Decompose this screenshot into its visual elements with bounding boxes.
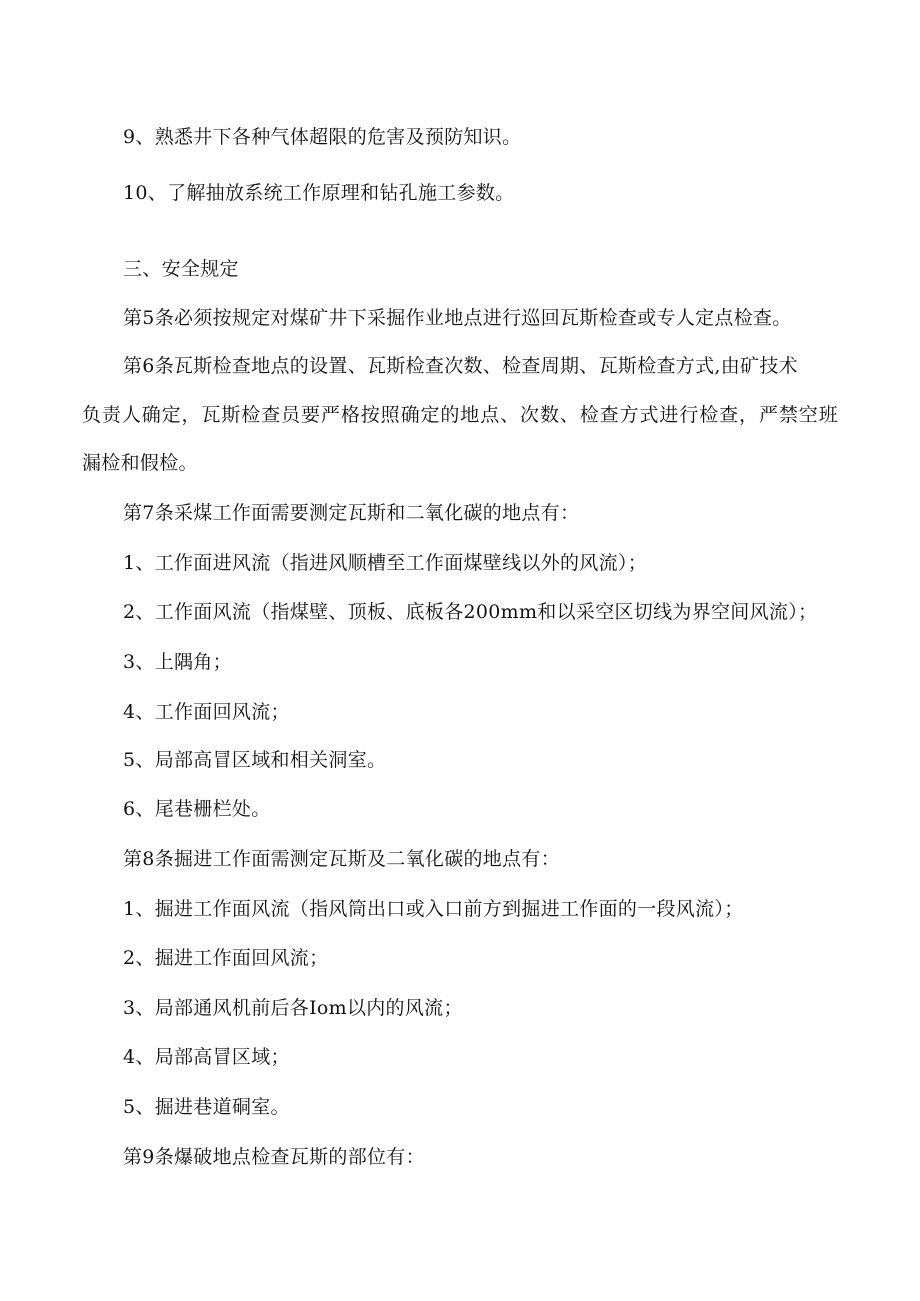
- article-7-item-1: 1、工作面进风流（指进风顺槽至工作面煤壁线以外的风流）；: [123, 552, 647, 574]
- article-8-item-5: 5、掘进巷道硐室。: [123, 1096, 290, 1118]
- article-8: 第8条掘进工作面需测定瓦斯及二氧化碳的地点有：: [123, 848, 560, 870]
- article-8-item-1: 1、掘进工作面风流（指风筒出口或入口前方到掘进工作面的一段风流）；: [123, 898, 744, 920]
- item-10-drainage-system: 10、了解抽放系统工作原理和钻孔施工参数。: [123, 182, 515, 204]
- article-9: 第9条爆破地点检查瓦斯的部位有：: [123, 1146, 425, 1168]
- article-7: 第7条采煤工作面需要测定瓦斯和二氧化碳的地点有：: [123, 502, 580, 524]
- article-7-item-4: 4、工作面回风流；: [123, 701, 290, 723]
- article-6-line-1: 第6条瓦斯检查地点的设置、瓦斯检查次数、检查周期、瓦斯检查方式,由矿技术: [123, 355, 798, 377]
- article-7-item-5: 5、局部高冒区域和相关洞室。: [123, 749, 387, 771]
- article-8-item-3: 3、局部通风机前后各Iom以内的风流；: [123, 997, 463, 1019]
- article-6-line-2: 负责人确定，瓦斯检查员要严格按照确定的地点、次数、检查方式进行检查，严禁空班: [82, 404, 838, 426]
- article-5: 第5条必须按规定对煤矿井下采掘作业地点进行巡回瓦斯检查或专人定点检查。: [123, 307, 792, 329]
- article-8-item-4: 4、局部高冒区域；: [123, 1046, 290, 1068]
- article-7-item-2: 2、工作面风流（指煤壁、顶板、底板各200mm和以采空区切线为界空间风流）；: [123, 601, 818, 623]
- article-7-item-3: 3、上隅角；: [123, 651, 232, 673]
- article-7-item-6: 6、尾巷栅栏处。: [123, 798, 271, 820]
- item-9-gas-hazards: 9、熟悉井下各种气体超限的危害及预防知识。: [123, 126, 522, 148]
- article-6-line-3: 漏检和假检。: [82, 452, 198, 474]
- article-8-item-2: 2、掘进工作面回风流；: [123, 947, 329, 969]
- section-heading-safety: 三、安全规定: [123, 258, 239, 280]
